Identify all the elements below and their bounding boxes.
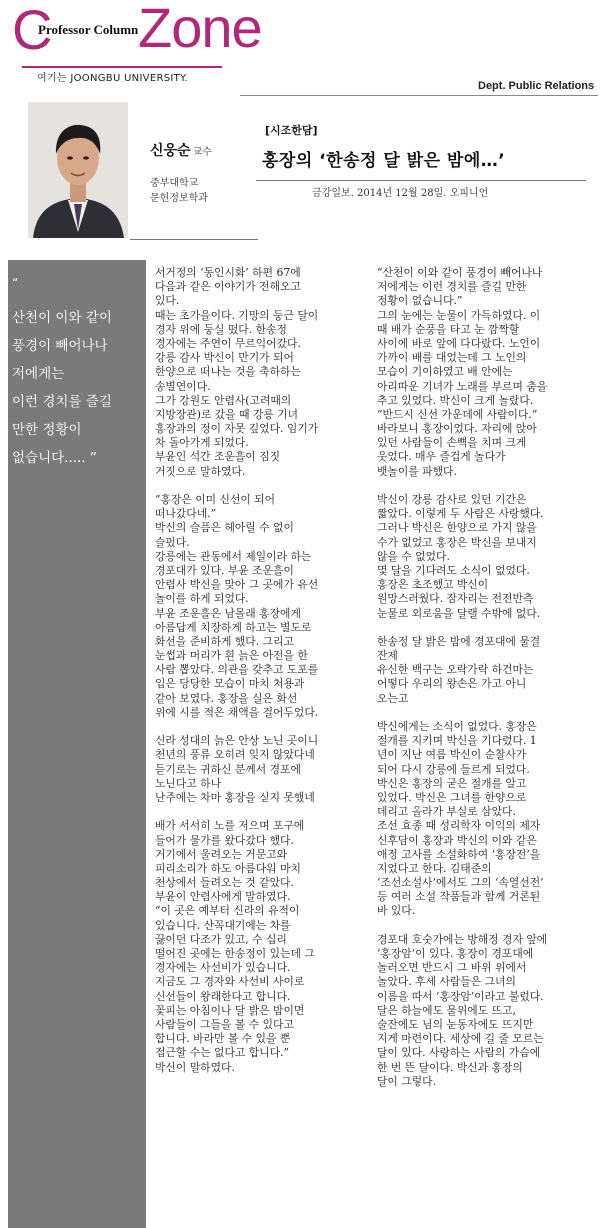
article-line: 위에 시를 적은 채액을 걸어두었다. <box>155 705 319 719</box>
article-line: 다음과 같은 이야기가 전해오고 <box>155 280 301 294</box>
article-line: 아리따운 기녀가 노래를 부르며 춤을 <box>377 379 548 393</box>
article-line: 끓이던 다조가 있고, 수 십리 <box>155 932 287 946</box>
article-line: 웃었다. 매우 즐겁게 놀다가 <box>377 450 506 464</box>
article-line: 놀이를 하게 되었다. <box>155 592 249 606</box>
article-source: 금강일보. 2014년 12월 28일. 오피니언 <box>312 188 489 199</box>
article-paragraph <box>155 266 369 479</box>
article-line: 박신의 슬픔은 헤아릴 수 없이 <box>155 521 294 535</box>
article-line: 떠나갔다네.” <box>155 507 217 521</box>
article-line: 신선들이 왕래한다고 합니다. <box>155 989 291 1003</box>
logo-subtitle: 여기는 JOONGBU UNIVERSITY. <box>37 73 188 84</box>
author-title: 교수 <box>192 147 212 158</box>
article-line: 경자에는 주연이 무르익어갔다. <box>155 336 301 350</box>
article-line: 추고 있었다. 박신이 크게 놀랐다. <box>377 393 534 407</box>
article-line: 노닌다고 하나 <box>155 776 222 790</box>
article-line: 있습니다. 산꼭대기에는 차를 <box>155 918 291 932</box>
article-line: 이름을 따서 ‘홍장암’이라고 불렀다. <box>377 989 544 1003</box>
article-paragraph <box>155 819 369 1074</box>
article-line: 들어가 물가를 왔다갔다 했다. <box>155 833 294 847</box>
article-line: 홍장은 초조했고 박신이 <box>377 578 489 592</box>
article-line: 데리고 올라가 부실로 삼았다. <box>377 805 516 819</box>
article-column-left <box>155 266 369 1089</box>
article-line: 듣기로는 귀하신 분께서 경포에 <box>155 762 301 776</box>
article-line: 안렴사 박신을 맞아 그 곳에가 유선 <box>155 578 319 592</box>
author-photo <box>28 102 128 238</box>
article-line: 신후담이 홍장과 박신의 이와 같은 <box>377 833 537 847</box>
article-line: 한송정 달 밝은 밤에 경포대에 물결 <box>377 634 541 648</box>
article-line: 강릉에는 관동에서 제일이라 하는 <box>155 549 312 563</box>
article-line: 접근할 수는 없다고 합니다.” <box>155 1046 289 1060</box>
article-line: 조선 효종 때 성리학자 이익의 제자 <box>377 819 541 833</box>
logo-professor-column: Professor Column <box>38 22 139 37</box>
article-line: 바라보니 홍장이었다. 자리에 앉아 <box>377 422 537 436</box>
article-line: 가까이 배를 대었는데 그 노인의 <box>377 351 527 365</box>
author-department: 문헌정보학과 <box>150 193 208 204</box>
article-line: 한양으로 떠나는 것을 축하하는 <box>155 365 301 379</box>
article-line: 부윤인 석간 조운흘이 짐짓 <box>155 450 281 464</box>
article-line: 때 배가 순풍을 타고 눈 깜짝할 <box>377 322 520 336</box>
article-line: 달이 그렇다. <box>377 1074 437 1088</box>
article-line: 절개를 지키며 박신을 기다렸다. 1 <box>377 734 537 748</box>
article-headline: 홍장의 ‘한송정 달 밝은 밤에…’ <box>262 151 506 171</box>
article-line: 되어 다시 강릉에 들르게 되었다. <box>377 762 530 776</box>
article-line: 정황이 없습니다.” <box>377 294 463 308</box>
department-label: Dept. Public Relations <box>478 80 595 92</box>
article-line: 박신이 말하였다. <box>155 1060 235 1074</box>
article-line: 경자에는 사선비가 있습니다. <box>155 961 291 975</box>
article-line: 눈물로 외로움을 달랠 수밖에 없다. <box>377 606 541 620</box>
pull-quote-line: 이런 경치를 즐길 <box>12 394 112 410</box>
pull-quote-line: 산천이 이와 같이 <box>12 310 112 326</box>
article-line: 천년의 풍류 오히려 잊지 않았다네 <box>155 748 315 762</box>
author-school: 중부대학교 <box>150 178 199 189</box>
article-line: 경포대가 있다. 부윤 조운흘이 <box>155 563 294 577</box>
article-paragraph <box>377 720 591 919</box>
pull-quote-line: 풍경이 빼어나나 <box>12 338 108 354</box>
article-line: 때는 초가을이다. 기망의 둥근 달이 <box>155 308 319 322</box>
article-line: 어떻다 우리의 왕손은 가고 아니 <box>377 677 527 691</box>
article-line: 애정 고사를 소설화하여 ‘홍장전’을 <box>377 847 541 861</box>
article-line: 난주에는 차마 홍장을 싣지 못했네 <box>155 790 315 804</box>
pull-quote-line: 저에게는 <box>12 366 65 382</box>
article-line: 슬펐다. <box>155 535 190 549</box>
pull-quote-line: 만한 정황이 <box>12 422 82 438</box>
article-line: 화선을 준비하게 했다. 그리고 <box>155 634 294 648</box>
article-line: 잔제 <box>377 649 398 663</box>
headline-divider <box>256 180 586 181</box>
article-line: 오는고 <box>377 691 409 705</box>
article-paragraph <box>377 266 591 479</box>
article-line: 경자 위에 둥실 떴다. 한송정 <box>155 322 287 336</box>
article-line: 달이 있다. 사랑하는 사람의 가슴에 <box>377 1046 541 1060</box>
article-line: 달은 하늘에도 물위에도 뜨고, <box>377 1003 516 1017</box>
article-line: 송별연이다. <box>155 379 211 393</box>
article-column-right <box>377 266 591 1103</box>
article-line: 술잔에도 님의 눈동자에도 뜨지만 <box>377 1017 534 1031</box>
article-line: 등 여러 소설 작품들과 함께 거론된 <box>377 890 541 904</box>
author-name <box>150 140 212 160</box>
article-line: ‘조선소설사’에서도 그의 ‘속열선전’ <box>377 876 544 890</box>
logo-zone: Zone <box>138 0 262 59</box>
article-paragraph <box>377 933 591 1089</box>
article-line: 배가 서서히 노를 저으며 포구에 <box>155 819 305 833</box>
article-line: 있다. <box>155 294 180 308</box>
article-category: [시조한담] <box>265 124 318 137</box>
article-line: 천상에서 들려오는 것 같았다. <box>155 876 294 890</box>
article-line: 그의 눈에는 눈물이 가득하였다. 이 <box>377 308 541 322</box>
author-name-text: 신웅순 <box>150 143 191 159</box>
article-line: 수가 없었고 홍장은 박신을 보내지 <box>377 535 537 549</box>
article-line: 한 번 뜬 달이다. 박신과 홍장의 <box>377 1060 523 1074</box>
article-line: 강릉 감사 박신이 만기가 되어 <box>155 351 294 365</box>
article-line: “산천이 이와 같이 풍경이 빼어나나 <box>377 266 543 279</box>
logo-letter-c: C <box>12 0 53 61</box>
article-line: 사람 뽑았다. 의관을 갖추고 도포를 <box>155 663 319 677</box>
article-line: 유신한 백구는 오락가락 하건마는 <box>377 663 534 677</box>
article-line: 뱃놀이를 파했다. <box>377 464 457 478</box>
article-line: “반드시 신선 가운데에 사람이다.” <box>377 407 538 421</box>
article-line: 박신이 강릉 감사로 있던 기간은 <box>377 493 527 506</box>
article-line: 신라 성대의 늙은 안상 노닌 곳이니 <box>155 734 319 748</box>
quote-open-mark: “ <box>12 276 19 290</box>
article-line: 있던 사람들이 손뼉을 치며 크게 <box>377 436 527 450</box>
article-line: 그가 강원도 안렴사(고려때의 <box>155 393 292 407</box>
article-line: 경포대 호숫가에는 방해정 경자 앞에 <box>377 932 548 946</box>
article-line: 합니다. 바라만 볼 수 있을 뿐 <box>155 1032 291 1046</box>
article-line: 서거정의 ‘동인시화’ 하편 67에 <box>155 266 301 279</box>
article-line: 지게 마련이다. 세상에 길 줄 모르는 <box>377 1032 544 1046</box>
article-line: 있었다. 박신은 그녀를 한양으로 <box>377 790 527 804</box>
article-line: 지방장관)로 갔을 때 강릉 기녀 <box>155 407 299 421</box>
article-paragraph <box>377 635 591 706</box>
header-divider <box>240 95 598 96</box>
article-line: 입은 당당한 모습이 마치 처용과 <box>155 677 305 691</box>
article-line: 사람들이 그들을 볼 수 있다고 <box>155 1017 294 1031</box>
article-line: 떨어진 곳에는 한송정이 있는데 그 <box>155 947 315 960</box>
article-line: ‘홍장암’이 있다. 홍장이 경포대에 <box>377 947 534 960</box>
article-line: 사이에 바로 앞에 다다랐다. 노인이 <box>377 336 541 350</box>
article-line: 지금도 그 경자와 사선비 사이로 <box>155 975 305 989</box>
article-line: 부윤 조운흘은 남몰래 홍장에게 <box>155 606 301 620</box>
article-line: “홍장은 이미 신선이 되어 <box>155 493 276 506</box>
article-paragraph <box>155 734 369 805</box>
article-paragraph <box>155 493 369 720</box>
article-paragraph <box>377 493 591 621</box>
article-line: 홍장과의 정이 자못 깊었다. 임기가 <box>155 422 319 436</box>
article-line: 차 돌아가게 되었다. <box>155 436 249 450</box>
article-line: 거짓으로 말하였다. <box>155 464 246 478</box>
article-line: 눈썹과 머리가 흰 늙은 아전을 한 <box>155 649 308 663</box>
article-line: 년이 지난 여름 박신이 순찰사가 <box>377 748 527 762</box>
article-line: 박신에게는 소식이 없었다. 홍장은 <box>377 720 537 733</box>
pull-quote-line: 없습니다..... ” <box>12 450 97 466</box>
article-line: “이 곳은 예부터 신라의 유적이 <box>155 904 300 918</box>
logo-underline <box>22 66 222 68</box>
article-line: 아름답게 치장하게 하고는 별도로 <box>155 620 312 634</box>
article-line: 저에게는 이런 경치를 즐길 만한 <box>377 280 527 294</box>
article-line: 지었다고 한다. 김태준의 <box>377 861 492 875</box>
article-line: 원망스러웠다. 잠자리는 전전반측 <box>377 592 534 606</box>
article-line: 꽃피는 아침이나 달 밝은 밤이면 <box>155 1003 305 1017</box>
article-line: 박신은 홍장의 굳은 절개를 알고 <box>377 776 527 790</box>
article-line: 않을 수 없었다. <box>377 549 450 563</box>
article-line: 모습이 기이하였고 배 안에는 <box>377 365 513 379</box>
article-line: 바 있다. <box>377 904 416 918</box>
article-line: 부윤이 안렴사에게 말하였다. <box>155 890 291 904</box>
article-line: 몇 달을 기다려도 소식이 없었다. <box>377 563 530 577</box>
article-line: 피리소리가 하도 아름다워 마치 <box>155 861 301 875</box>
portrait-illustration <box>28 102 128 238</box>
author-divider <box>130 239 258 240</box>
article-line: 놀러오면 반드시 그 바위 위에서 <box>377 961 527 975</box>
article-line: 놀았다. 후세 사람들은 그녀의 <box>377 975 516 989</box>
article-line: 짧았다. 이렇게 두 사람은 사랑했다. <box>377 507 544 521</box>
article-line: 같아 보였다. 홍장을 실은 화선 <box>155 691 298 705</box>
article-line: 그러나 박신은 한양으로 가지 않을 <box>377 521 537 535</box>
article-line: 거기에서 울려오는 거문고와 <box>155 847 288 861</box>
